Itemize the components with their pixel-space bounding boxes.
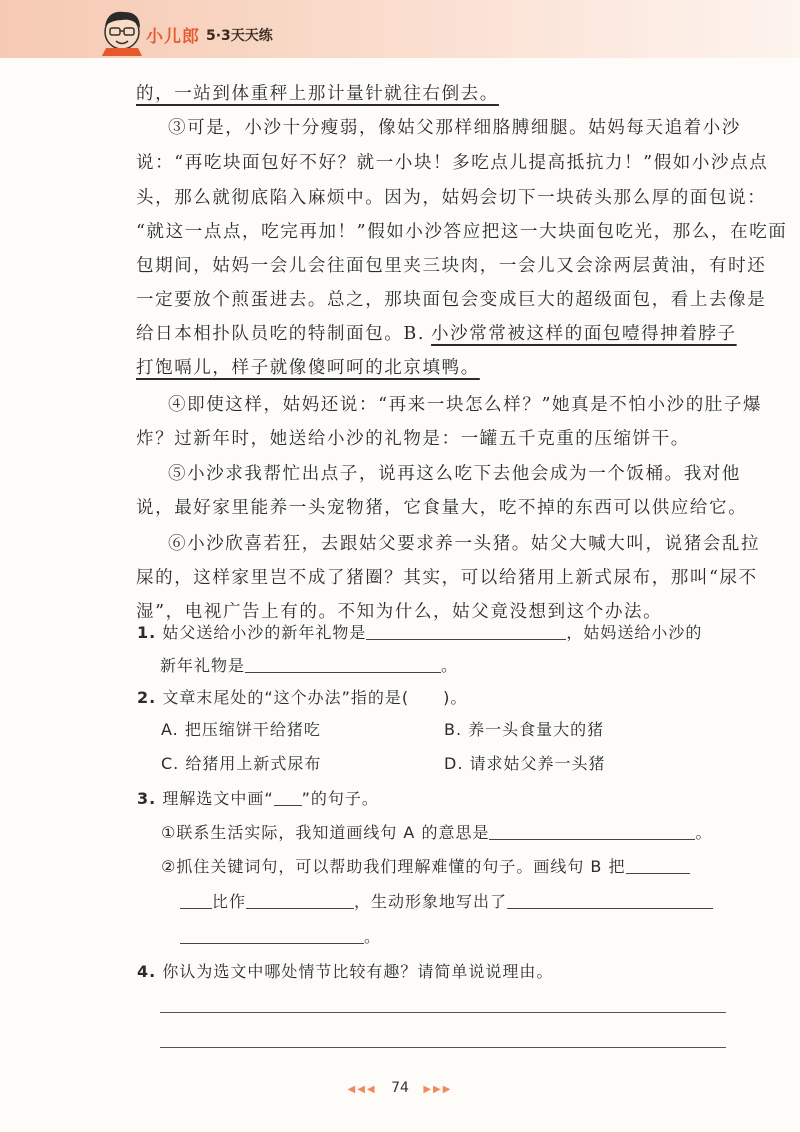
brand-name: 小儿郎 <box>146 27 200 47</box>
question-text: ”的句子。 <box>301 789 379 808</box>
question-4 <box>137 962 553 982</box>
option-b[interactable]: B. 养一头食量大的猪 <box>444 720 605 739</box>
passage-line: 的，一站到体重秤上那计量针就往右倒去。 <box>136 84 499 104</box>
passage-line: 包期间，姑妈一会儿会往面包里夹三块肉，一会儿又会涂两层黄油，有时还 <box>136 256 767 276</box>
answer-blank[interactable] <box>245 656 441 673</box>
question-text: 。 <box>364 927 382 946</box>
question-text: 你认为选文中哪处情节比较有趣？请简单说说理由。 <box>162 962 554 981</box>
question-1-cont <box>160 656 458 676</box>
question-text: 。 <box>441 656 459 675</box>
question-3-part-1 <box>161 823 712 843</box>
passage-line: ⑥小沙欣喜若狂，去跟姑父要求养一头猪。姑父大喊大叫，说猪会乱拉 <box>168 534 761 554</box>
underline-sample <box>274 789 302 806</box>
answer-line[interactable] <box>160 1012 726 1013</box>
option-c[interactable]: C. 给猪用上新式尿布 <box>161 754 322 773</box>
question-text: ②抓住关键词句，可以帮助我们理解难懂的句子。画线句 B 把 <box>161 857 626 876</box>
boy-mascot-icon <box>96 4 148 56</box>
question-3-part-2 <box>161 857 690 877</box>
left-arrows-icon: ◀◀◀ <box>347 1084 377 1095</box>
passage-line <box>136 324 737 344</box>
question-2 <box>137 688 467 708</box>
passage-line: ③可是，小沙十分瘦弱，像姑父那样细胳膊细腿。姑妈每天追着小沙 <box>168 118 741 138</box>
question-text: 比作 <box>212 892 247 911</box>
question-text: 姑父送给小沙的新年礼物是 <box>162 623 367 642</box>
question-3-part-2-end <box>180 927 381 947</box>
passage-line: 屎的，这样家里岂不成了猪圈？其实，可以给猪用上新式尿布，那叫“尿不 <box>136 568 758 588</box>
page-number: 74 <box>391 1080 409 1096</box>
answer-blank[interactable] <box>626 857 690 874</box>
underlined-sentence-b: 打饱嗝儿，样子就像傻呵呵的北京填鸭。 <box>136 358 480 378</box>
passage-text: 给日本相扑队员吃的特制面包。B. <box>136 324 426 344</box>
answer-blank[interactable] <box>489 823 695 840</box>
underlined-sentence-b: 小沙常常被这样的面包噎得抻着脖子 <box>431 324 737 344</box>
question-text: 理解选文中画“ <box>162 789 274 808</box>
question-1 <box>137 623 702 643</box>
question-text: ，姑妈送给小沙的 <box>566 623 703 642</box>
question-number: 1. <box>137 623 157 642</box>
passage-line: 头，那么就彻底陷入麻烦中。因为，姑妈会切下一块砖头那么厚的面包说： <box>136 188 767 208</box>
question-number: 2. <box>137 688 157 707</box>
page-footer <box>0 1080 800 1096</box>
series-name: 5·3天天练 <box>206 28 273 44</box>
option-d[interactable]: D. 请求姑父养一头猪 <box>444 754 606 773</box>
question-number: 4. <box>137 962 157 981</box>
passage-line: 湿”，电视广告上有的。不知为什么，姑父竟没想到这个办法。 <box>136 602 663 622</box>
answer-line[interactable] <box>160 1047 726 1048</box>
answer-blank[interactable] <box>507 892 713 909</box>
question-3 <box>137 789 379 809</box>
question-3-part-2-cont <box>180 892 713 912</box>
question-text: ①联系生活实际，我知道画线句 A 的意思是 <box>161 823 490 842</box>
passage-line: “就这一点点，吃完再加！”假如小沙答应把这一大块面包吃光，那么，在吃面 <box>136 222 788 242</box>
answer-blank[interactable] <box>180 927 364 944</box>
passage-line: ④即使这样，姑妈还说：“再来一块怎么样？”她真是不怕小沙的肚子爆 <box>168 395 763 415</box>
passage-line: ⑤小沙求我帮忙出点子，说再这么吃下去他会成为一个饭桶。我对他 <box>168 464 741 484</box>
question-text: ，生动形象地写出了 <box>354 892 508 911</box>
option-a[interactable]: A. 把压缩饼干给猪吃 <box>161 720 321 739</box>
answer-blank[interactable] <box>180 892 212 909</box>
answer-blank[interactable] <box>246 892 354 909</box>
passage-line: 说：“再吃块面包好不好？就一小块！多吃点儿提高抵抗力！”假如小沙点点 <box>136 153 769 173</box>
passage-line: 一定要放个煎蛋进去。总之，那块面包会变成巨大的超级面包，看上去像是 <box>136 290 767 310</box>
question-text: 。 <box>695 823 713 842</box>
question-text: 新年礼物是 <box>160 656 246 675</box>
question-number: 3. <box>137 789 157 808</box>
answer-blank[interactable] <box>366 623 566 640</box>
passage-line: 说，最好家里能养一头宠物猪，它食量大，吃不掉的东西可以供应给它。 <box>136 498 748 518</box>
passage-line: 炸？过新年时，她送给小沙的礼物是：一罐五千克重的压缩饼干。 <box>136 429 690 449</box>
right-arrows-icon: ▶▶▶ <box>423 1084 453 1095</box>
question-text[interactable]: 文章末尾处的“这个办法”指的是( )。 <box>162 688 468 707</box>
